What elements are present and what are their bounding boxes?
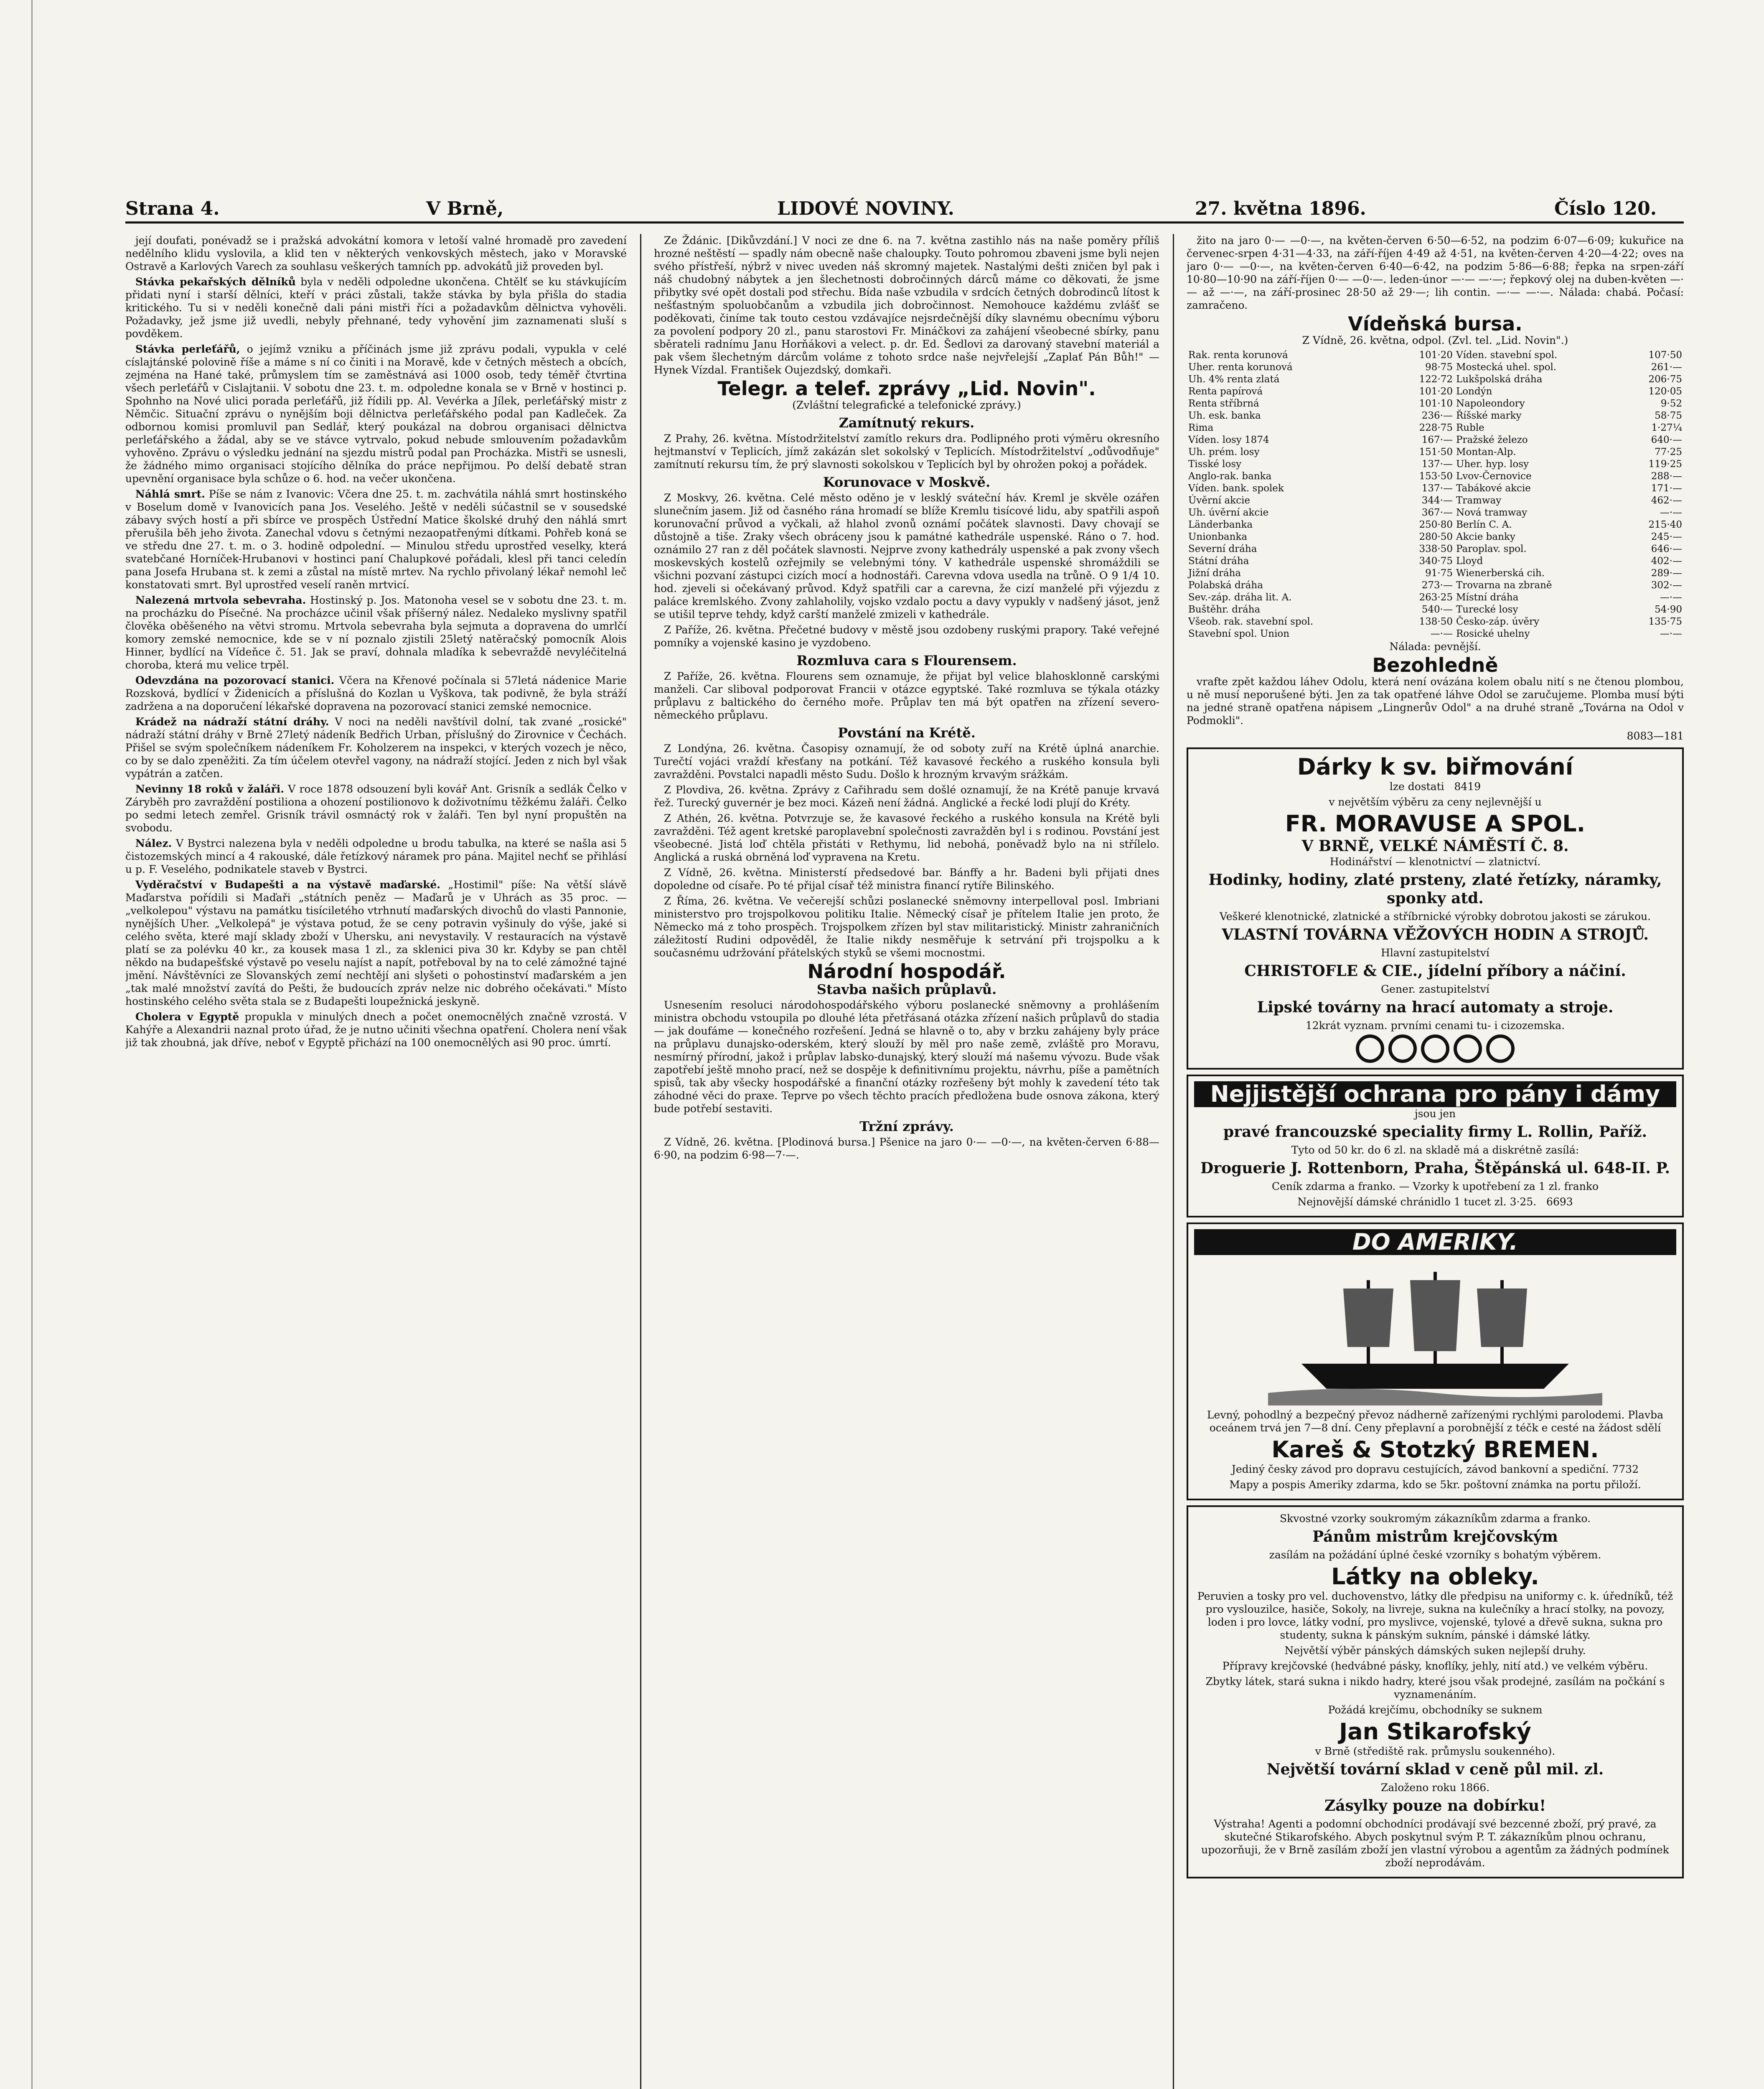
bursa-row	[1187, 604, 1684, 616]
bursa-security-name: Tabákové akcie	[1456, 483, 1531, 494]
bursa-price: 402·—	[1651, 556, 1682, 567]
ad-rollin	[1187, 1075, 1684, 1217]
bursa-security-name: Nová tramway	[1456, 507, 1528, 518]
ad-text-f: Nejnovější dámské chránidlo 1 tucet zl. 3·25.	[1297, 1196, 1537, 1208]
article-text: Hostinský p. Jos. Matonoha vesel se v sobotu dne 23. t. m. na procházku do Písečné. Na procházce učinil však příšerný nález. Nedaleko myslivny spatřil člověka oběšeného na větvi stromu. Mrtvola sebevraha byla sejmuta a dopravena do umrlčí komory zemské nemocnice, kde se v ní poznalo zjistili 25letý natěračský pomocník Alois Hinner, bydlící na Vídeňce č. 51. Jak se praví, dohnala mladíka k sebevraždě nevyléčitelná choroba, která mu velice trpěl.	[125, 594, 627, 671]
ad-text: Lipské továrny na hrací automaty a stroje.	[1257, 999, 1614, 1016]
bursa-row	[1187, 495, 1684, 507]
ad-text: Peruvien a tosky pro vel. duchovenstvo, látky dle předpisu na uniformy c. k. úředníků, též pro vyslouzilce, hasiče, Sokoly, na livreje, sukna na kulečníky a hrací stolky, na povozy, loden i pro lovce, látky vodní, pro myslivce, vojenské, tylové a dřevě sukna, sukna pro studenty, sukna k pánským sukním, pánské i dámské látky.	[1197, 1590, 1673, 1641]
article	[125, 715, 627, 780]
bursa-security-name: Lvov-Černovice	[1456, 471, 1532, 482]
ad-text: Hlavní zastupitelství	[1381, 947, 1489, 959]
bursa-price: 137·—	[1421, 459, 1453, 470]
article-heading: Stávka pekařských dělníků	[135, 276, 296, 288]
article-text: V noci na neděli navštívil dolní, tak zvané „rosické" nádraží státní dráhy v Brně 27letý nádeník Bedřich Urban, příslušný do Zirovnice v Čechách. Přišel se svým společníkem nádeníkem Fr. Koholzerem na inspekci, v kterých vozech je něco, co by se dalo zpeněžiti. Za tím účelem otevřel vagony, na nádraží stojící. Jeden z nich byl však vypátrán a zatčen.	[125, 716, 627, 780]
article	[125, 343, 627, 485]
bursa-security-name: Úvěrní akcie	[1188, 495, 1250, 506]
bursa-price: —·—	[1430, 628, 1453, 639]
bursa-price: 101·20	[1419, 386, 1453, 397]
bursa-row	[1187, 579, 1684, 592]
newspaper-page	[125, 196, 1684, 2089]
ad-text	[1194, 1463, 1676, 1476]
ad-text: zasílám na požádání úplné české vzorníky s bohatým výběrem.	[1269, 1549, 1601, 1561]
bursa-security-name: Víden. bank. spolek	[1188, 483, 1284, 494]
bursa-row	[1187, 458, 1684, 470]
bursa-security-name: Stavební spol. Union	[1188, 628, 1290, 639]
article-heading: Nalezená mrtvola sebevraha.	[135, 594, 306, 606]
bursa-price: 91·75	[1425, 568, 1453, 579]
article	[125, 488, 627, 591]
article-text: Z Paříže, 26. května. Flourens sem oznamuje, že přijat byl velice blahosklonně carskými manželi. Car sliboval podporovat Francii v otázce egyptské. Také rozmluva se týkala otázky průplavu z baltického do černého moře. Průplav ten má být opatřen na zřízení severo-německého průplavu.	[654, 670, 1159, 721]
bursa-security-name: Místní dráha	[1456, 592, 1519, 603]
ad-heading: Látky na obleky.	[1331, 1563, 1539, 1590]
bursa-price: 340·75	[1419, 556, 1453, 567]
bursa-price: 137·—	[1421, 483, 1453, 494]
bursa-price: 302·—	[1651, 580, 1682, 591]
bursa-row	[1187, 507, 1684, 519]
bursa-price: 250·80	[1419, 519, 1453, 530]
article-text: Z Moskvy, 26. května. Celé město oděno je v lesklý sváteční háv. Kreml je skvěle ozářen slunečním jasem. Již od časného rána hromadí se blíže Kremlu tisícové lidu, aby spatřili aspoň korunovační průvod a vyčkali, až hlahol zvonů oznámí počátek slavnosti. Davy chovají se důstojně a tiše. Zraky všech obráceny jsou k památné kathedrále uspenské. Ráno o 7. hod. oznámilo 27 ran z děl počátek slavnosti. Nejprve zvony kathedrály uspenské a pak zvony všech moskevských kostelů ozřejmily se velebnými tóny. V kathedrále uspenské shromáždili se všichni pozvaní zástupci cizích mocí a hodnostáři. Carevna vdova usedla na trůně. O 9 1/4 10. hod. zjeveli si očekávaný průvod. Když spatřili car a carevna, že cizí manželé při výjezdu z paláce kremlského. Zvony zahlaholily, vojsko vzdalo poctu a davy vypukly v nadšený jásot, jenž se utišil teprve tehdy, když carští manželé zmizeli v kathedrále.	[654, 492, 1159, 620]
article-text: V Bystrci nalezena byla v neděli odpoledne u brodu tabulka, na které se našla asi 5 čistozemských mincí a 4 rakouské, dále řetízkový náramek pro pána. Majitel nechť se přihlásí u p. F. Veselého, podnikatele staveb v Bystrci.	[125, 837, 627, 875]
section-subheading: (Zvláštní telegrafické a telefonické zprávy.)	[792, 399, 1021, 411]
bursa-security-name: Víden. losy 1874	[1188, 435, 1269, 445]
bursa-security-name: Anglo-rak. banka	[1188, 471, 1272, 482]
bursa-price: —·—	[1660, 592, 1682, 603]
bursa-heading: Vídeňská bursa.	[1348, 313, 1523, 335]
bursa-security-name: Wienerberská cih.	[1456, 568, 1545, 579]
bursa-price: 228·75	[1419, 422, 1453, 433]
column-local-news	[125, 234, 627, 2089]
bursa-security-name: Uh. 4% renta zlatá	[1188, 374, 1280, 385]
bursa-price: 122·72	[1419, 374, 1453, 385]
bursa-row	[1187, 616, 1684, 628]
bursa-security-name: Unionbanka	[1188, 531, 1248, 542]
article	[125, 837, 627, 876]
bursa-security-name: Tramway	[1456, 495, 1502, 506]
bursa-row	[1187, 628, 1684, 640]
bursa-row	[1187, 374, 1684, 386]
article-heading: Zamítnutý rekurs.	[839, 415, 975, 431]
ad-text-b: Jediný česky závod pro dopravu cestujících, závod bankovní a spediční.	[1231, 1463, 1609, 1475]
bursa-price: 540·—	[1421, 604, 1453, 615]
bursa-security-name: Sev.-záp. dráha lit. A.	[1188, 592, 1292, 603]
bursa-price: 135·75	[1648, 616, 1682, 627]
ad-text: Veškeré klenotnické, zlatnické a stříbrnické výrobky dobrotou jakosti se zárukou.	[1219, 910, 1651, 923]
bursa-security-name: Lukšpolská dráha	[1456, 374, 1543, 385]
bursa-row	[1187, 555, 1684, 567]
bursa-security-name: Montan-Alp.	[1456, 447, 1516, 457]
bursa-price: 1·27¼	[1651, 422, 1682, 433]
article-text: Z Athén, 26. května. Potvrzuje se, že kavasové řeckého a ruského konsula na Krétě byli zavražděni. Též agent kretské paroplavební společnosti zavražděn byl i s rodinou. Povstání jest všeobecné. Jistá loď chtěla přistáti v Rethymu, lid nebohá, poněvadž bylo na ni střílelo. Anglická a ruská obrněná loď vypravena na Kretu.	[654, 812, 1159, 863]
ad-firm-name: Kareš & Stotzký BREMEN.	[1271, 1436, 1599, 1463]
page-fold-line	[31, 0, 33, 2089]
bursa-security-name: Paroplav. spol.	[1456, 544, 1527, 554]
ad-heading: DO AMERIKY.	[1194, 1229, 1676, 1255]
article-heading: Náhlá smrt.	[135, 488, 205, 500]
ad-text: Mapy a pospis Ameriky zdarma, kdo se 5kr. poštovní známka na portu přiloží.	[1229, 1479, 1641, 1491]
bursa-security-name: Rak. renta korunová	[1188, 350, 1288, 361]
ad-warning: Výstraha! Agenti a podomní obchodníci prodávají své bezcenné zboží, prý pravé, za skutečné Stikarofského. Abych poskytnul svým P. T. zákazníkům plnou ochranu, upozorňuji, že v Brně zasílám zboží jen vlastní výrobou a agentům za žádných podmínek zboží neprodávám.	[1201, 1818, 1669, 1869]
ad-heading: Dárky k sv. biřmování	[1297, 754, 1573, 780]
bursa-security-name: Renta papírová	[1188, 386, 1263, 397]
ad-text	[1194, 780, 1676, 793]
bursa-security-name: Všeob. rak. stavební spol.	[1188, 616, 1314, 627]
bursa-row	[1187, 592, 1684, 604]
bursa-price: 107·50	[1648, 350, 1682, 361]
bursa-row	[1187, 531, 1684, 543]
bursa-price: 206·75	[1648, 374, 1682, 385]
bursa-security-name: Rosické uhelny	[1456, 628, 1530, 639]
bursa-price: 215·40	[1648, 519, 1682, 530]
bursa-security-name: Ruble	[1456, 422, 1484, 433]
ad-text: Založeno roku 1866.	[1380, 1781, 1490, 1794]
bursa-price: 98·75	[1425, 362, 1453, 373]
bursa-security-name: Uh. úvěrní akcie	[1188, 507, 1269, 518]
bursa-row	[1187, 361, 1684, 374]
column-markets-ads	[1187, 234, 1684, 2089]
ad-text: Největší tovární sklad v ceně půl mil. zl.	[1266, 1761, 1604, 1778]
article-heading: Korunovace v Moskvě.	[823, 474, 991, 490]
article-text: Včera na Křenové počínala si 57letá nádenice Marie Rozsková, bydlící v Židenicích a příslušná do Kozlan u Vyškova, tak podivně, že byla stráží zadržena a na doporučení lékařské dopravena na pozorovací stanici zemské nemocnice.	[125, 674, 627, 712]
ad-text-a: lze dostati	[1389, 780, 1444, 793]
bursa-security-name: Severní dráha	[1188, 544, 1257, 554]
bursa-security-name: Akcie banky	[1456, 531, 1515, 542]
issue-date: 27. května 1896.	[1195, 198, 1366, 219]
bursa-security-name: Londýn	[1456, 386, 1492, 397]
ad-text: Zásylky pouze na dobírku!	[1324, 1797, 1546, 1815]
ad-code: 8419	[1454, 780, 1481, 793]
article-heading: Cholera v Egyptě	[135, 1011, 239, 1023]
ad-text	[1194, 1195, 1676, 1208]
bursa-price: 120·05	[1648, 386, 1682, 397]
bursa-row	[1187, 386, 1684, 398]
article-heading: Povstání na Krétě.	[838, 725, 976, 741]
bursa-row	[1187, 446, 1684, 458]
bursa-row	[1187, 398, 1684, 410]
column-rule	[640, 234, 641, 2089]
bursa-security-name: Uher. renta korunová	[1188, 362, 1293, 373]
bursa-row	[1187, 519, 1684, 531]
issue-number: Číslo 120.	[1554, 198, 1657, 219]
bursa-price: 273·—	[1421, 580, 1453, 591]
article	[125, 783, 627, 834]
bursa-price: 101·20	[1419, 350, 1453, 361]
decorative-rings	[1194, 1034, 1676, 1063]
bursa-price: 289·—	[1651, 568, 1682, 579]
bursa-row	[1187, 567, 1684, 579]
article-text: její doufati, ponévadž se i pražská advokátní komora v letoší valné hromadě pro zavedení nedělního klidu vyslovila, a klid ten v některých venkovských městech, jako v Moravské Ostravě a Karlových Varech za souhlasu veškerých tamních pp. advokátů již proveden byl.	[125, 234, 627, 272]
ad-heading: Nejjistější ochrana pro pány i dámy	[1194, 1081, 1676, 1107]
article	[125, 594, 627, 671]
article-text: Píše se nám z Ivanovic: Včera dne 25. t. m. zachvátila náhlá smrt hostinského v Boselum domě v Ivanovicích pana Jos. Veselého. Ještě v neděli súčastnil se v sousedské zábavy svých hostí a při sbírce ve prospěch Ústřední Matice školské druhý den náhlá smrt přerušila běh jeho života. Zanechal vdovu s četnými nezaopatřenými dítkami. Pohřeb koná se ve středu dne 27. t. m. o 3. hodině odpolední. — Minulou středu uprostřed veselky, která svatebčané Horníček-Hrubanovi v hostinci paní Chalupkové pořádali, klesl při tanci celedín pana Josefa Hrubana st. k zemi a zůstal na místě mrtev. Na rychlo přivolaný lékař nemohl leč konstatovati smrt. Byl uprostřed veselí raněn mrtvicí.	[125, 488, 627, 591]
ad-text: Pánům mistrům krejčovským	[1312, 1528, 1558, 1545]
bursa-security-name: Polabská dráha	[1188, 580, 1263, 591]
ad-text: Gener. zastupitelství	[1381, 983, 1489, 995]
bursa-price: 77·25	[1655, 447, 1682, 457]
ad-text: CHRISTOFLE & CIE., jídelní příbory a náčiní.	[1244, 962, 1626, 980]
bursa-price: 344·—	[1421, 495, 1453, 506]
ad-text: jsou jen	[1414, 1108, 1456, 1120]
bursa-security-name: Trovarna na zbraně	[1456, 580, 1552, 591]
ad-text: Skvostné vzorky soukromým zákazníkům zdarma a franko.	[1280, 1512, 1591, 1525]
bursa-row	[1187, 410, 1684, 422]
article-heading: Vyděračství v Budapešti a na výstavě maďarské.	[135, 879, 440, 891]
bursa-security-name: Státní dráha	[1188, 556, 1249, 567]
article	[125, 878, 627, 1008]
article-heading: Odevzdána na pozorovací stanici.	[135, 674, 335, 686]
ad-text: Hodinářství — klenotnictví — zlatnictví.	[1329, 856, 1541, 868]
ad-stikarofsky	[1187, 1505, 1684, 1878]
ad-text: VLASTNÍ TOVÁRNA VĚŽOVÝCH HODIN A STROJŮ.	[1222, 926, 1649, 943]
article-text: Z Vídně, 26. května. Ministerstí předsedové bar. Bánffy a hr. Badeni byli přijati dnes dopoledne od císaře. Po té přijal císař též ministra financí rytíře Bilinského.	[654, 867, 1159, 892]
bursa-security-name: Česko-záp. úvěry	[1456, 616, 1540, 627]
article-text: o jejímž vzniku a příčinách jsme již zprávu podali, vypukla v celé císlajtánské polovině říše a máme s ní co činiti i na Moravě, kde v četných městech a obcích, zejména na Hané také, průmyslem tím se zaměstnává asi 1000 osob, tedy téměř čtvrtina všech perleťářů v Cislajtanii. V sobotu dne 23. t. m. odpoledne konala se v Brně v hostinci p. Spohnho na Nové ulici porada perleťářů, již řídili pp. Al. Vevérka a Jílek, perleťářský mistr z Němčic. Situační zprávu o nynějším boji dělnictva perleťářského podal pan Kadleček. Za odbornou komisi promluvil pan Sedlář, který poukázal na dobrou organisaci dělnictva perleťářského a žádal, aby se ve stávce vytrvalo, pokud nebude smlouvením požadavkům vyhověno. Zprávu o výsledku jednání na sjezdu mistrů podal pan Procházka. Mistři se usnesli, že žádného mimo organisaci stojícího dělníka do práce nepřijmou. Po delší debatě stran upevnění organisace byla schůze o 6. hod. na večer ukončena.	[125, 343, 627, 485]
bursa-security-name: Napoleondory	[1456, 398, 1525, 409]
bursa-price: 153·50	[1419, 471, 1453, 482]
bursa-price: 138·50	[1419, 616, 1453, 627]
market-report: žito na jaro 0·— —0·—, na květen-červen 6·50—6·52, na podzim 6·07—6·09; kukuřice na červenec-srpen 4·31—4·33, na září-říjen 4·49 až 4·51, na květen-červen 4·20—4·22; oves na jaro 0·— —0·—, na květen-červen 6·40—6·42, na podzim 5·86—6·88; řepka na srpen-září 10·80—10·90 na září-říjen 0·— —0·—. leden-únor —·— —·—; řepkový olej na duben-květen —·— až —·—, na září-prosinec 28·50 až 29·—; lih contin. —·— —·—. Nálada: chabá. Počasí: zamračeno.	[1187, 234, 1684, 311]
ad-text: 12krát vyznam. prvními cenami tu- i cizozemska.	[1305, 1019, 1565, 1032]
bursa-price: 640·—	[1651, 435, 1682, 445]
bursa-price: 151·50	[1419, 447, 1453, 457]
bursa-price: 9·52	[1660, 398, 1682, 409]
bursa-security-name: Uh. prém. losy	[1188, 447, 1260, 457]
article-text: Z Londýna, 26. května. Časopisy oznamují, že od soboty zuří na Krétě úplná anarchie. Turečtí vojáci vraždí křesťany na potkání. Též kavasové řeckého a ruského konsula byli zavražděni. Povstalci napadli město Sudu. Došlo k hrozným krvavým srážkám.	[654, 742, 1159, 780]
newspaper-title: LIDOVÉ NOVINY.	[777, 198, 954, 219]
ad-text: Hodinky, hodiny, zlaté prsteny, zlaté řetízky, náramky, sponky atd.	[1208, 871, 1662, 907]
bursa-security-name: Jižní dráha	[1188, 568, 1241, 579]
bursa-price: 236·—	[1421, 410, 1453, 421]
ad-code: 6693	[1546, 1196, 1573, 1208]
article-heading: Krádež na nádraží státní dráhy.	[135, 716, 329, 728]
ad-moravuse	[1187, 747, 1684, 1070]
article-text: Usnesením resoluci národohospodářského výboru poslanecké sněmovny a prohlášením ministra obchodu vstoupila po dlouhé léta přetřásaná otázka zřízení našich průplavů do stadia — jak doufáme — konečného rozřešení. Jedná se hlavně o to, aby v brzku zahájeny byly práce na průplavu dunajsko-oderském, který slouží by měl pro naše země, zvláště pro Moravu, nesmírný přírodní, jakož i průplav labsko-dunajský, který slouží má našemu vývozu. Bude však zapotřebí ještě mnoho prací, než se dospěje k definitivnímu projektu, návrhu, píše a pamětních spisů, tak aby všecky hospodářské a finanční otázky rozřešeny být mohly k zavedení této tak záhodné věci do praxe. Teprve po všech těchto pracích předložena bude osnova zákona, který bude potřebí sestaviti.	[654, 999, 1159, 1115]
article-heading: Nález.	[135, 837, 172, 849]
bursa-security-name: Renta stříbrná	[1188, 398, 1259, 409]
bursa-row	[1187, 422, 1684, 434]
bursa-price: 171·—	[1651, 483, 1682, 494]
bursa-security-name: Berlín C. A.	[1456, 519, 1512, 530]
page-number: Strana 4.	[125, 198, 220, 219]
bursa-security-name: Mostecká uhel. spol.	[1456, 362, 1557, 373]
ad-code: 8083—181	[1627, 730, 1684, 742]
bursa-security-name: Uh. esk. banka	[1188, 410, 1261, 421]
ad-text: Ceník zdarma a franko. — Vzorky k upotřebení za 1 zl. franko	[1271, 1180, 1599, 1192]
ad-amerika	[1187, 1222, 1684, 1500]
section-heading-telegrams: Telegr. a telef. zprávy „Lid. Novin".	[717, 377, 1096, 400]
ad-text: Zbytky látek, stará sukna i nikdo hadry, které jsou však prodejné, zasílám na počkání s vyznamenáním.	[1205, 1675, 1665, 1700]
ad-text: Droguerie J. Rottenborn, Praha, Štěpánská ul. 648-II. P.	[1200, 1159, 1670, 1177]
bursa-price: 58·75	[1655, 410, 1682, 421]
article-text: V roce 1878 odsouzení byli kovář Ant. Grisník a sedlák Čelko v Záryběh pro zavraždění postiliona a ohození postilionovo k doživotnímu těžkému žaláři. Čelko po sedmi letech zemřel. Grisník trávil osmnáctý rok v žaláři. Ten byl nyní propuštěn na svobodu.	[125, 783, 627, 834]
ad-text: v Brně (střediště rak. průmyslu soukenného).	[1315, 1745, 1556, 1757]
bursa-price: 646·—	[1651, 544, 1682, 554]
article-text: Z Vídně, 26. května. [Plodinová bursa.] Pšenice na jaro 0·— —0·—, na květen-červen 6·88—6·90, na podzim 6·98—7·—.	[654, 1136, 1159, 1161]
article-text: Z Prahy, 26. května. Místodržitelství zamítlo rekurs dra. Podlipného proti výměru okresního hejtmanství v Teplicích, jímž zakázán slet sokolský v Teplicích. Místodržitelství „odůvodňuje" zamítnutí rekursu tím, že prý slavnosti sokolskou v Teplicích byl by ohrožen pokoj a pořádek.	[654, 432, 1159, 470]
ad-text-odol: vrafte zpět každou láhev Odolu, která není ovázána kolem obalu nití s ne čtenou plombou, u ně musí neporušené býti. Jen za tak opatřené láhve Odol se zaručujeme. Plomba musí býti na jedné straně opatřena nápisem „Lingnerův Odol" a na druhé straně „Továrna na Odol v Podmokli".	[1187, 676, 1684, 727]
ad-text: Tyto od 50 kr. do 6 zl. na skladě má a diskrétně zasílá:	[1291, 1144, 1579, 1156]
ad-address: V BRNĚ, VELKÉ NÁMĚSTÍ Č. 8.	[1301, 837, 1569, 855]
article-heading: Rozmluva cara s Flourensem.	[796, 653, 1017, 668]
column-telegrams	[654, 234, 1159, 2089]
article-heading: Stavba našich průplavů.	[816, 981, 997, 997]
ad-firm-name: Jan Stikarofský	[1339, 1718, 1531, 1745]
ad-code: 7732	[1612, 1463, 1639, 1475]
article-text: Z Plovdiva, 26. května. Zprávy z Cařihradu sem došlé oznamují, že na Krétě panuje krvavá řež. Turecký guvernér je bez moci. Kázeň není žádná. Anglické a řecké lodi plují do Kréty.	[654, 784, 1159, 809]
bursa-security-name: Tisské losy	[1188, 459, 1242, 470]
bursa-row	[1187, 543, 1684, 555]
article	[125, 275, 627, 340]
ad-text: v největším výběru za ceny nejlevnější u	[1329, 796, 1542, 808]
article-heading: Nevinny 18 roků v žaláři.	[135, 783, 284, 795]
bursa-price: 263·25	[1419, 592, 1453, 603]
ad-text: Přípravy krejčovské (hedvábné pásky, knoflíky, jehly, nití atd.) ve velkém výběru.	[1222, 1660, 1648, 1672]
ad-text: Levný, pohodlný a bezpečný převoz nádherně zařízenými rychlými parolodemi. Plavba oceánem trvá jen 7—8 dní. Ceny přeplavní a porobnější z téčk e cesté na žádost sdělí	[1207, 1409, 1664, 1434]
article-heading: Stávka perleťářů,	[135, 343, 240, 355]
bursa-security-name: Turecké losy	[1456, 604, 1518, 615]
bursa-price: 54·90	[1655, 604, 1682, 615]
section-heading-economy: Národní hospodář.	[807, 960, 1006, 983]
article	[125, 1010, 627, 1049]
ad-text: pravé francouzské speciality firmy L. Rollin, Paříž.	[1223, 1123, 1647, 1141]
bursa-security-name: Uher. hyp. losy	[1456, 459, 1529, 470]
bursa-price: —·—	[1660, 507, 1682, 518]
ad-text: Největší výběr pánských dámských suken nejlepší druhy.	[1284, 1644, 1586, 1657]
bursa-security-name: Říšské marky	[1456, 410, 1522, 421]
bursa-security-name: Rima	[1188, 422, 1214, 433]
bursa-subheading: Z Vídně, 26. května, odpol. (Zvl. tel. „Lid. Novin".)	[1302, 334, 1568, 346]
column-rule	[1173, 234, 1174, 2089]
ad-heading-odol: Bezohledně	[1372, 654, 1498, 676]
article-text: propukla v minulých dnech a počet onemocnělých značně vzrostá. V Kahýře a Alexandrii naznal proto úřad, že je nutno učiniti všechna opatření. Cholera není však již tak zhoubná, jak dříve, neboť v Egyptě přichází na 100 onemocnělých asi 90 proc. úmrtí.	[125, 1011, 627, 1049]
bursa-price: 245·—	[1651, 531, 1682, 542]
article-heading: Tržní zprávy.	[859, 1118, 954, 1134]
article-text: Ze Ždánic. [Dikůvzdání.] V noci ze dne 6. na 7. května zastihlo nás na naše poměry příliš hrozné neštěstí — spadly nám obecně naše chaloupky. Touto pohromou zbaveni jsme byli nejen svého přístřeší, nýbrž v nivec uveden náš skromný majetek. Nastalými dešti zničen byl pak i náš chudobný nábytek a jen šlechetnosti dobročinných dárců máme co děkovati, že jsme přibytky své opět dostali pod střechu. Bída naše vzbudila v srdcích četných dobrodinců lítost k nešťastným spoluobčanům a vzbudila jich dobročinnost. Nemohouce každému zvlášť se poděkovati, činíme tak touto cestou vzdávajíce nejsrdečnější díky slavnému obecnímu výboru za povolení podpory 20 zl., panu starostovi Fr. Mináčkovi za zahájení všeobecné sbírky, panu sběrateli radnímu Janu Horňákovi a velect. p. dr. Ed. Šedlovi za darovaný stavební materiál a pak všem šlechetným dárcům voláme z tohoto srdce naše nejvřelejší „Zaplať Pán Bůh!" — Hynek Vízdal. František Oujezdský, domkaři.	[654, 234, 1159, 376]
header-place: V Brně,	[426, 198, 504, 219]
bursa-mood: Nálada: pevnější.	[1389, 640, 1481, 653]
ship-illustration	[1194, 1255, 1676, 1405]
bursa-table	[1187, 349, 1684, 640]
bursa-security-name: Länderbanka	[1188, 519, 1253, 530]
bursa-price: 101·10	[1419, 398, 1453, 409]
article-text: „Hostimil" píše: Na větší slávě Maďarstva pořídili si Maďaři „státních peněz — Maďarů je v Uhrách as 35 proc. — „velkolepou" výstavu na památku tisíciletého vtrhnutí maďarských divochů do vlasti Pannonie, nynějších Uher. „Velkolepá" je výstava potud, že se ceny potravin vyšinuly do výše, jaké si celého světa, které mají sklady zboží v Uhersku, ani nevystavily. V restauracích na výstavě platí se za polévku 40 kr., za kousek masa 1 zl., za sklenici piva 30 kr. Kdyby se pan chtěl někdo na budapešťské výstavě po veselu najíst a napít, potřeboval by na to celé zámožné tajné jmění. Návštěvníci ze Slovanských zemí nechtějí ani slyšeti o pohostinství maďarském a jen „tak malé množství zavítá do Pešti, že budoucích zpráv nelze nic dobrého očekávati." Místo hostinského celého světa stala se z Budapešti loupežnická jeskyně.	[125, 879, 627, 1007]
bursa-price: 462·—	[1651, 495, 1682, 506]
bursa-price: 119·25	[1648, 459, 1682, 470]
bursa-price: 288·—	[1651, 471, 1682, 482]
article-text: Z Říma, 26. května. Ve večerejší schůzi poslanecké sněmovny interpelloval posl. Imbriani ministerstvo pro trojspolkovou politiku Italie. Německý císař je přítelem Italie jen proto, že Německo má z toho prospěch. Trojspolkem zřízen byl stav militaristický. Ministr zahraničních záležitostí Rudini odpověděl, že Italie nikdy nesměřuje k setrvání při trojspolku a k současnému udržování přátelských styků se všemi mocnostmi.	[654, 895, 1159, 959]
bursa-price: 367·—	[1421, 507, 1453, 518]
bursa-price: —·—	[1660, 628, 1682, 639]
bursa-security-name: Pražské železo	[1456, 435, 1528, 445]
article-text: byla v neděli odpoledne ukončena. Chtělť se ku stávkujícím přidati nyní i starší dělníci, kteří v práci zůstali, takže stávka by byla přišla do stadia kritického. Tu si v neděli konečně dali páni mistři říci a požadavkům dělnictva vyhověli. Požadavky, jež jsme již uvedli, nebyly přehnané, tedy vyhovění jim zaznamenati sluší s povděkem.	[125, 276, 627, 340]
bursa-price: 338·50	[1419, 544, 1453, 554]
bursa-row	[1187, 483, 1684, 495]
bursa-security-name: Lloyd	[1456, 556, 1483, 567]
bursa-security-name: Víden. stavební spol.	[1456, 350, 1558, 361]
bursa-price: 280·50	[1419, 531, 1453, 542]
article	[125, 674, 627, 713]
ad-firm-name: FR. MORAVUSE A SPOL.	[1285, 811, 1586, 837]
bursa-row	[1187, 349, 1684, 361]
page-header	[125, 196, 1684, 224]
bursa-row	[1187, 470, 1684, 483]
bursa-price: 261·—	[1651, 362, 1682, 373]
article-text: Z Paříže, 26. května. Přečetné budovy v městě jsou ozdobeny ruskými prapory. Také veřejné pomníky a vojenské kasino je vyzdobeno.	[654, 624, 1159, 649]
bursa-row	[1187, 434, 1684, 446]
bursa-price: 167·—	[1421, 435, 1453, 445]
ad-text: Požádá krejčímu, obchodníky se suknem	[1328, 1704, 1543, 1716]
bursa-security-name: Buštěhr. dráha	[1188, 604, 1261, 615]
